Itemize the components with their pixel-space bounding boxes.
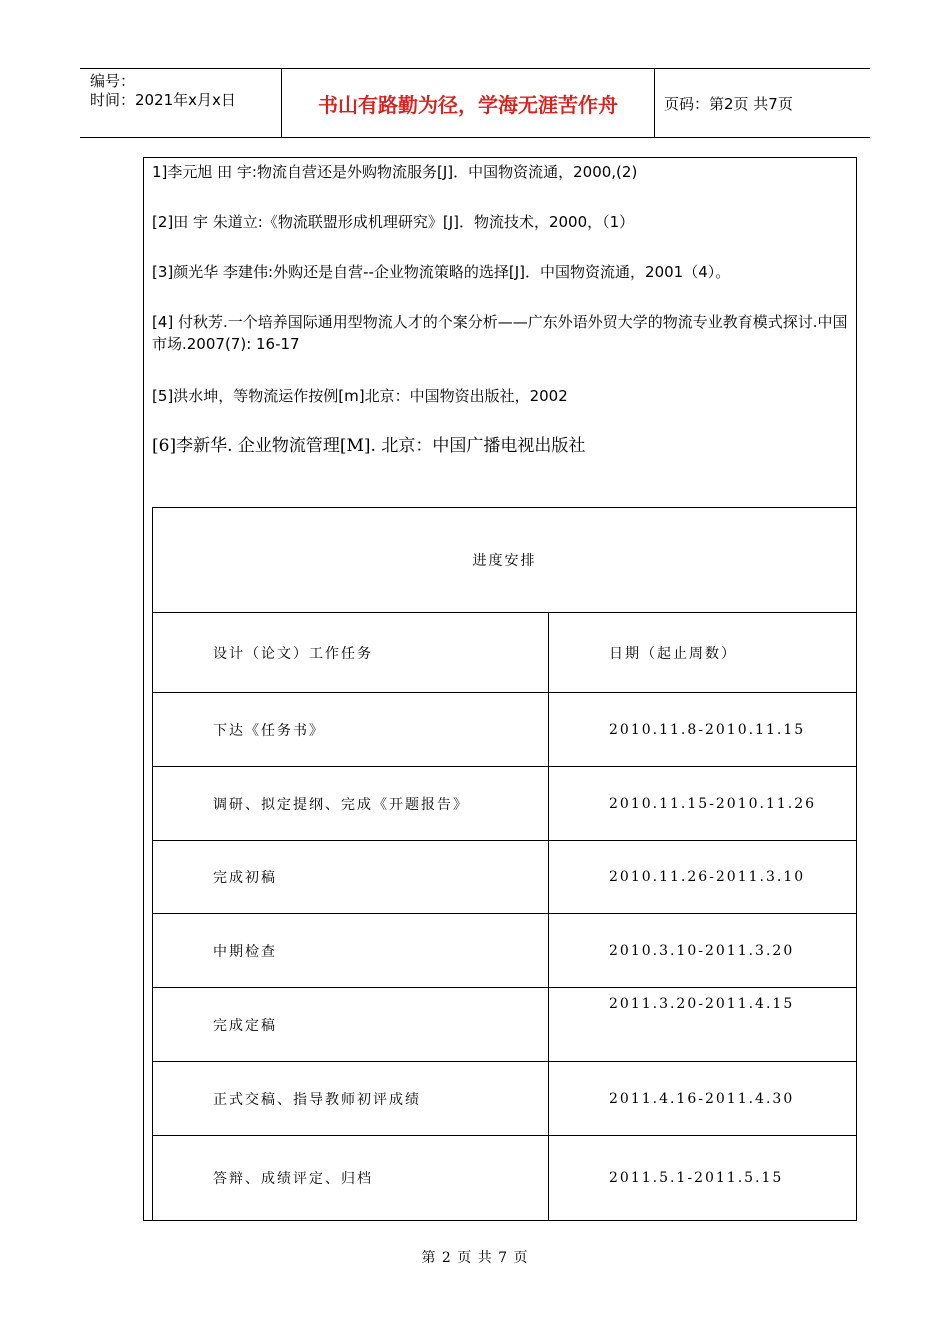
date-cell: 2011.5.1-2011.5.15 [549,1136,857,1221]
number-label: 编号： [90,72,136,90]
reference-item: [2]田 宇 朱道立:《物流联盟形成机理研究》[J]．物流技术，2000，（1） [152,213,635,231]
table-row [153,1062,857,1136]
header-meta [80,69,280,137]
reference-item: [3]颜光华 李建伟:外购还是自营--企业物流策略的选择[J]．中国物资流通，2001（4）。 [152,263,731,281]
header-divider [654,69,655,137]
schedule-title: 进度安排 [153,508,857,613]
schedule-table [152,507,857,1221]
task-cell: 中期检查 [153,914,549,988]
date-cell: 2011.3.20-2011.4.15 [549,988,857,1062]
task-cell: 完成定稿 [153,988,549,1062]
task-cell: 完成初稿 [153,841,549,914]
header-page-label: 页码：第2页 共7页 [664,94,793,113]
task-cell: 正式交稿、指导教师初评成绩 [153,1062,549,1136]
table-row [153,841,857,914]
task-cell: 调研、拟定提纲、完成《开题报告》 [153,767,549,841]
task-cell: 下达《任务书》 [153,693,549,767]
reference-item: [6]李新华. 企业物流管理[M]. 北京：中国广播电视出版社 [152,436,586,456]
date-cell: 2011.4.16-2011.4.30 [549,1062,857,1136]
table-row [153,1136,857,1221]
time-label: 时间：2021年x月x日 [90,91,236,109]
table-row [153,988,857,1062]
reference-item: [4] 付秋芳.一个培养国际通用型物流人才的个案分析——广东外语外贸大学的物流专业教育模式探讨.中国市场.2007(7): 16-17 [152,313,848,353]
date-cell: 2010.3.10-2011.3.20 [549,914,857,988]
table-row [153,767,857,841]
date-cell: 2010.11.15-2010.11.26 [549,767,857,841]
table-row [153,914,857,988]
task-column-header: 设计（论文）工作任务 [153,613,549,693]
date-column-header: 日期（起止周数） [549,613,857,693]
reference-item: 1]李元旭 田 宇:物流自营还是外购物流服务[J]．中国物资流通，2000,(2) [152,163,638,181]
date-cell: 2010.11.26-2011.3.10 [549,841,857,914]
page-footer: 第 2 页 共 7 页 [421,1250,529,1266]
page-header [80,68,870,138]
reference-item: [5]洪水坤，等物流运作按例[m]北京：中国物资出版社，2002 [152,387,568,405]
date-cell: 2010.11.8-2010.11.15 [549,693,857,767]
task-cell: 答辩、成绩评定、归档 [153,1136,549,1221]
table-row [153,693,857,767]
header-motto: 书山有路勤为径，学海无涯苦作舟 [318,92,618,117]
